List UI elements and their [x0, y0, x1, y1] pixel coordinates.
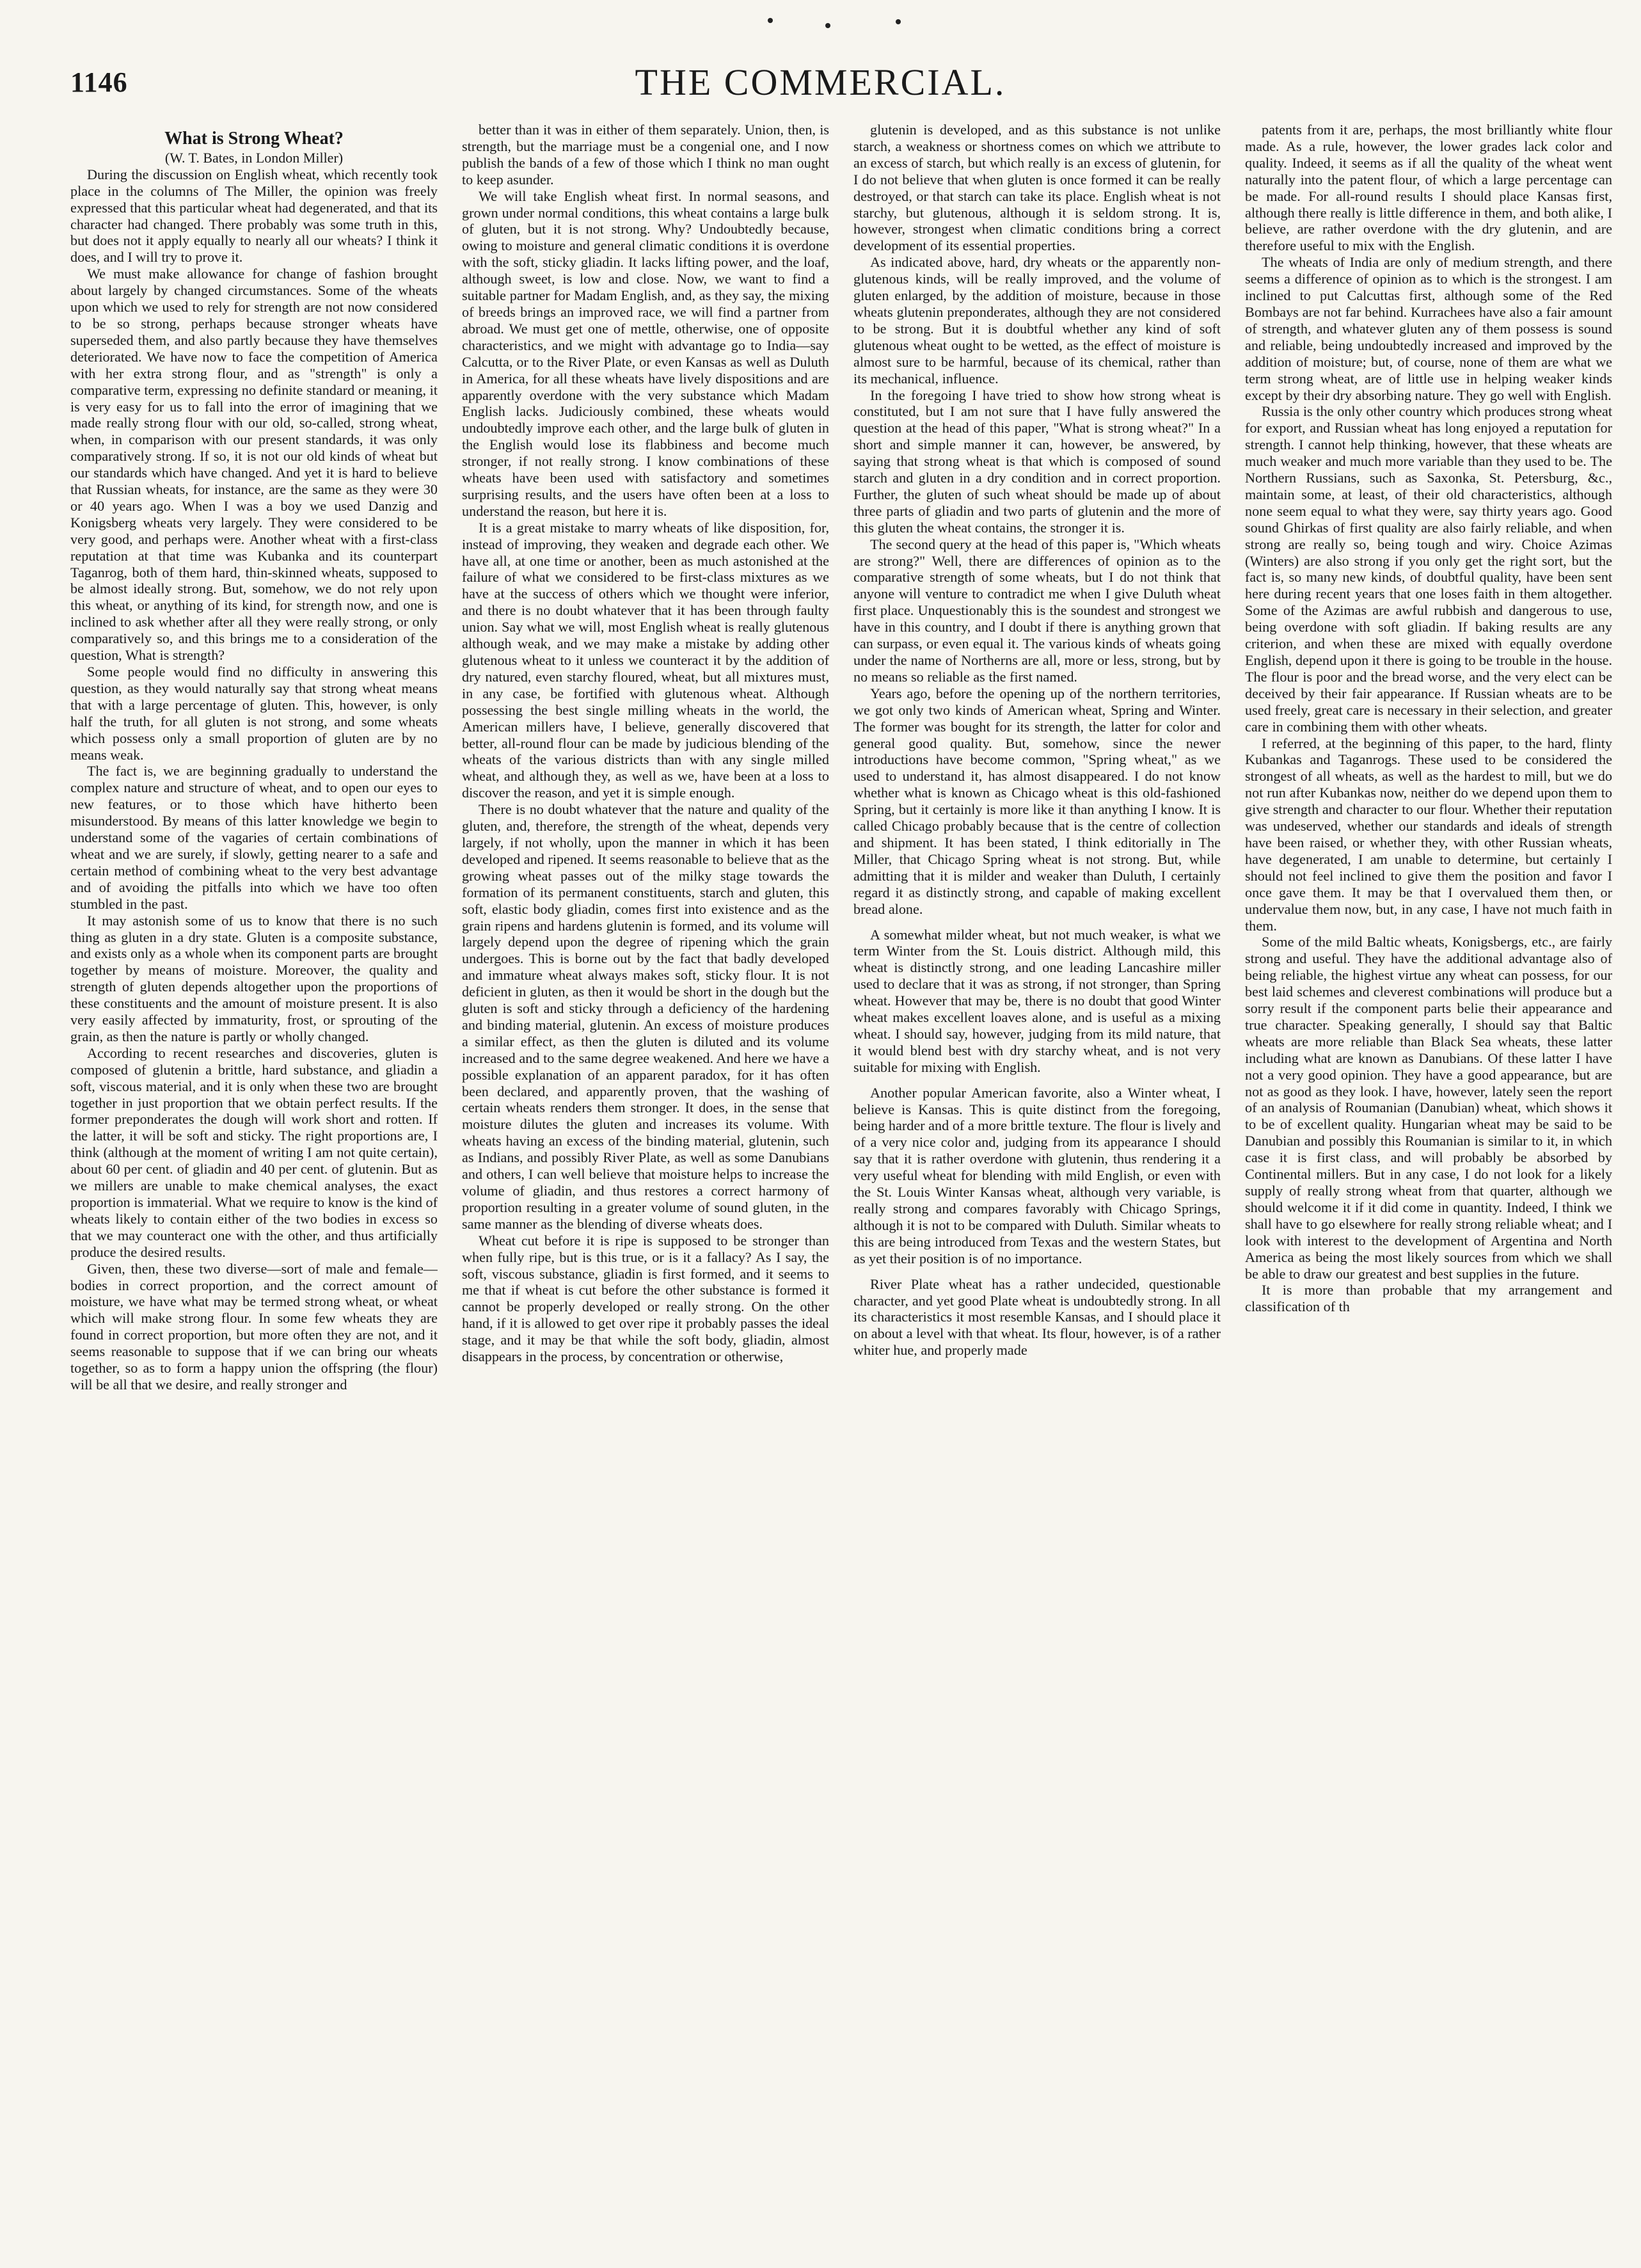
article-columns: [70, 122, 1612, 2240]
ink-speck: [768, 18, 773, 23]
article-paragraph: A somewhat milder wheat, but not much weaker, is what we term Winter from the St. Louis district. Although mild, this wheat is distinctly strong, and one leading Lancashire miller used to declare that it was as strong, if not stronger, than Spring wheat. However that may be, there is no doubt that good Winter wheat makes excellent loaves alone, and is useful as a mixing wheat. I should say, however, judging from its mild nature, that it would blend best with dry starchy wheat, and is not very suitable for mixing with English.: [853, 926, 1221, 1075]
column-3-text: [853, 122, 1221, 1359]
column-1: [70, 122, 438, 2240]
article-paragraph: Russia is the only other country which produces strong wheat for export, and Russian wheat has long enjoyed a reputation for strength. I cannot help thinking, however, that these wheats are much weaker and much more variable than they used to be. The Northern Russians, such as Saxonka, St. Petersburg, &c., maintain some, at least, of their old characteristics, although none seem equal to what they were, say thirty years ago. Good sound Ghirkas of first quality are also fairly reliable, and when strong are really so, being tough and wiry. Choice Azimas (Winters) are also strong if you only get the right sort, but the fact is, so many new kinds, of doubtful quality, have been sent here during recent years that one loses faith in them altogether. Some of the Azimas are awful rubbish and dangerous to use, being overdone with soft gliadin. If baking results are any criterion, and when these are mixed with equally overdone English, depend upon it there is going to be trouble in the house. The flour is poor and the bread worse, and the very elect can be deceived by their fair appearance. If Russian wheats are to be used freely, great care is necessary in their selection, and greater care in combining them with other wheats.: [1245, 403, 1612, 735]
article-paragraph: The second query at the head of this paper is, "Which wheats are strong?" Well, there are differences of opinion as to the comparative strength of some wheats, but I do not think that anyone will venture to contradict me when I give Duluth wheat first place. Unquestionably this is the soundest and strongest we have in this country, and I doubt if there is anything grown that can surpass, or even equal it. The various kinds of wheats going under the name of Northerns are all, more or less, strong, but by no means so reliable as the first named.: [853, 536, 1221, 685]
page-header: [70, 61, 1571, 112]
column-4-text: [1245, 122, 1612, 1315]
article-paragraph: It is a great mistake to marry wheats of like disposition, for, instead of improving, they weaken and degrade each other. We have all, at one time or another, been as much astonished at the failure of what we considered to be first-class mixtures as we have at the success of others which we thought were inferior, and there is no doubt whatever that it has been through faulty union. Say what we will, most English wheat is really glutenous although weak, and we may make a mistake by adding other glutenous wheat to it unless we counteract it by the addition of dry natured, even starchy floured, wheat, but all mixtures must, in any case, be fortified with glutenous wheat. Although possessing the best single milling wheats in the world, the American millers have, I believe, generally discovered that better, all-round flour can be made by judicious blending of the wheats of the various districts than with any single milled wheat, and although they, as well as we, have been at a loss to discover the reason, and yet it is simple enough.: [462, 519, 829, 801]
ink-speck: [825, 23, 830, 28]
article-paragraph: In the foregoing I have tried to show how strong wheat is constituted, but I am not sure that I have fully answered the question at the head of this paper, "What is strong wheat?" In a short and simple manner it can, however, be answered, by saying that strong wheat is that which is composed of sound starch and gluten in a dry condition and in correct proportion. Further, the gluten of such wheat should be made up of about three parts of gliadin and two parts of glutenin and the more of this gluten the wheat contains, the stronger it is.: [853, 387, 1221, 536]
article-paragraph: Another popular American favorite, also a Winter wheat, I believe is Kansas. This is quite distinct from the foregoing, being harder and of a more brittle texture. The flour is lively and of a very nice color and, judging from its appearance I should say that it is rather overdone with glutenin, thus rendering it a very useful wheat for blending with mild English, or even with the St. Louis Winter Kansas wheat, although very variable, is really strong and compares favorably with Chicago Springs, although it is not to be compared with Duluth. Similar wheats to this are being introduced from Texas and the western States, but as yet their position is of no importance.: [853, 1084, 1221, 1266]
print-specks: [0, 13, 1641, 38]
article-paragraph: We must make allowance for change of fashion brought about largely by changed circumstances. Some of the wheats upon which we used to rely for strength are not now considered to be so strong, perhaps because stronger wheats have superseded them, and also partly because they have themselves deteriorated. We have now to face the competition of America with her extra strong flour, and as "strength" is only a comparative term, expressing no definite standard or meaning, it is very easy for us to fall into the error of imagining that we made really strong flour with our old, so-called, strong wheat, when, in comparison with our present standards, it was only comparatively strong. If so, it is not our old kinds of wheat but our standards which have changed. And yet it is hard to believe that Russian wheats, for instance, are the same as they were 30 or 40 years ago. When I was a boy we used Danzig and Konigsberg wheats very largely. They were considered to be very good, and perhaps were. Another wheat with a first-class reputation at that time was Kubanka and its counterpart Taganrog, both of them hard, thin-skinned wheats, supposed to be almost ideally strong. But, somehow, we do not rely upon this wheat, or anything of its kind, for strength now, and one is inclined to ask whether after all they were really strong, or only comparatively so, and this brings me to a consideration of the question, What is strength?: [70, 266, 438, 664]
ink-speck: [896, 19, 901, 24]
article-paragraph: According to recent researches and discoveries, gluten is composed of glutenin a brittle, hard substance, and gliadin a soft, viscous material, and it is only when these two are brought together in just proportion that we obtain perfect results. If the former preponderates the dough will work short and rotten. If the latter, it will be soft and sticky. The right proportions are, I think (although at the moment of writing I am not quite certain), about 60 per cent. of gliadin and 40 per cent. of glutenin. But as we millers are unable to make chemical analyses, the exact proportion is immaterial. What we require to know is the kind of wheats likely to contain either of the two bodies in excess so that we may counteract one with the other, and thus artificially produce the desired results.: [70, 1044, 438, 1260]
article-paragraph: Some people would find no difficulty in answering this question, as they would naturally say that strong wheat means that with a large percentage of gluten. This, however, is only half the truth, for all gluten is not strong, and some wheats which possess only a small proportion of gluten are by no means weak.: [70, 664, 438, 763]
article-paragraph: Some of the mild Baltic wheats, Konigsbergs, etc., are fairly strong and useful. They have the additional advantage also of being reliable, the highest virtue any wheat can possess, for our best laid schemes and cleverest combinations will produce but a sorry result if the component parts belie their appearance and true character. Speaking generally, I should say that Baltic wheats are more reliable than Black Sea wheats, these latter including what are known as Danubians. Of these latter I have not a very good opinion. They have a good appearance, but are not as good as they look. I have, however, lately seen the report of an analysis of Roumanian (Danubian) wheat, which shows it to be of excellent quality. Hungarian wheat may be said to be Danubian and possibly this Roumanian is similar to it, in which case it is first class, and will probably be absorbed by Continental millers. But in any case, I do not look for a likely supply of really strong wheat from that quarter, although we should welcome it if it did come in quantity. Indeed, I think we shall have to go elsewhere for really strong reliable wheat; and I look with interest to the development of Argentina and North America as being the most likely sources from which we shall be able to draw our greatest and best supplies in the future.: [1245, 934, 1612, 1282]
publication-title: THE COMMERCIAL.: [635, 61, 1006, 103]
page-number: 1146: [70, 67, 128, 98]
column-2: [462, 122, 829, 2240]
article-paragraph: River Plate wheat has a rather undecided, questionable character, and yet good Plate wheat is undoubtedly strong. In all its characteristics it most resemble Kansas, and I should place it on about a level with that wheat. Its flour, however, is of a rather whiter hue, and properly made: [853, 1275, 1221, 1359]
column-3: [853, 122, 1221, 2240]
article-paragraph: It is more than probable that my arrangement and classification of th: [1245, 1282, 1612, 1315]
article-title: What is Strong Wheat?: [164, 129, 344, 148]
article-paragraph: It may astonish some of us to know that there is no such thing as gluten in a dry state. Gluten is a composite substance, and exists only as a whole when its component parts are brought together by means of moisture. Moreover, the quality and strength of gluten depends altogether upon the proportions of these constituents and the amount of moisture present. It is also very easily affected by immaturity, frost, or sprouting of the grain, as then the nature is partly or wholly changed.: [70, 912, 438, 1044]
article-paragraph: better than it was in either of them separately. Union, then, is strength, but the marriage must be a congenial one, and I now publish the bands of a few of those which I think no man ought to keep asunder.: [462, 122, 829, 188]
article-paragraph: The fact is, we are beginning gradually to understand the complex nature and structure of wheat, and to open our eyes to new features, or to those which have hitherto been misunderstood. By means of this latter knowledge we begin to understand some of the vagaries of certain combinations of wheat and we are surely, if slowly, getting nearer to a safe and certain method of combining wheat to the very best advantage and of avoiding the pitfalls into which we have too often stumbled in the past.: [70, 763, 438, 912]
article-paragraph: Years ago, before the opening up of the northern territories, we got only two kinds of American wheat, Spring and Winter. The former was bought for its strength, the latter for color and general good quality. But, somehow, since the newer introductions have become common, "Spring wheat," as we used to understand it, has almost disappeared. I do not know whether what is known as Chicago wheat is this old-fashioned Spring, but it certainly is more like it than anything I know. It is called Chicago probably because that is the centre of collection and shipment. It has been stated, I think editorially in The Miller, that Chicago Spring wheat is not strong. But, while admitting that it is milder and weaker than Duluth, I certainly regard it as distinctly strong, and capable of making excellent bread alone.: [853, 685, 1221, 917]
article-paragraph: Wheat cut before it is ripe is supposed to be stronger than when fully ripe, but is this true, or is it a fallacy? As I say, the soft, viscous substance, gliadin is first formed, and it seems to me that if wheat is cut before the other substance is formed it cannot be properly developed or really strong. On the other hand, if it is allowed to get over ripe it probably passes the ideal stage, and it may be that while the soft body, gliadin, almost disappears in the process, by concentration or otherwise,: [462, 1232, 829, 1365]
article-paragraph: We will take English wheat first. In normal seasons, and grown under normal conditions, this wheat contains a large bulk of gluten, but it is not strong. Why? Undoubtedly because, owing to moisture and general climatic conditions it is overdone with the soft, sticky gliadin. It lacks lifting power, and the loaf, although sweet, is low and close. Now, we want to find a suitable partner for Madam English, and, as they say, the mixing of breeds brings an improved race, we will find a partner from abroad. We must get one of mettle, otherwise, one of opposite characteristics, and we might with advantage go to India—say Calcutta, or to the River Plate, or even Kansas as well as Duluth in America, for all these wheats have lively dispositions and are apparently overdone with the very substance which Madam English lacks. Judiciously combined, these wheats would undoubtedly improve each other, and the large bulk of gluten in the English would lose its flabbiness and become much stronger, if not really strong. I know combinations of these wheats have been used with satisfactory and sometimes surprising results, and the users have often been at a loss to understand the reason, but here it is.: [462, 188, 829, 519]
article-paragraph: The wheats of India are only of medium strength, and there seems a difference of opinion as to which is the strongest. I am inclined to put Calcuttas first, although some of the Red Bombays are not far behind. Kurrachees have also a fair amount of strength, and whatever gluten any of them possess is sound and reliable, being undoubtedly increased and improved by the addition of moisture; but, of course, none of them are what we term strong wheat, are of little use in helping weaker kinds except by their dry absorbing nature. They go well with English.: [1245, 254, 1612, 403]
article-byline: (W. T. Bates, in London Miller): [164, 149, 344, 166]
article-paragraph: During the discussion on English wheat, which recently took place in the columns of The Miller, the opinion was freely expressed that this particular wheat had degenerated, and that its character had changed. There probably was some truth in this, but does not it apply equally to nearly all our wheats? I think it does, and I will try to prove it.: [70, 166, 438, 266]
column-4: [1245, 122, 1612, 2240]
article-paragraph: patents from it are, perhaps, the most brilliantly white flour made. As a rule, however, the lower grades lack color and quality. Indeed, it seems as if all the quality of the wheat went naturally into the patent flour, of which a large percentage can be made. For all-round results I should place Kansas first, although there really is little difference in them, and both alike, I believe, are rather overdone with the dry glutenin, and are therefore useful to mix with the English.: [1245, 122, 1612, 254]
article-paragraph: Given, then, these two diverse—sort of male and female—bodies in correct proportion, and the correct amount of moisture, we have what may be termed strong wheat, or wheat which will make strong flour. In some few wheats they are found in correct proportion, but more often they are not, and it seems reasonable to suppose that if we can bring our wheats together, so as to form a happy union the offspring (the flour) will be all that we desire, and really stronger and: [70, 1260, 438, 1393]
article-paragraph: glutenin is developed, and as this substance is not unlike starch, a weakness or shortness comes on which we attribute to an excess of starch, but which really is an excess of glutenin, for I do not believe that when gluten is once formed it can be really destroyed, or that starch can take its place. English wheat is not starchy, but glutenous, although it is seldom strong. It is, however, strongest when climatic conditions bring a correct development of its essential properties.: [853, 122, 1221, 254]
column-1-text: [70, 166, 438, 1393]
column-2-text: [462, 122, 829, 1365]
article-paragraph: As indicated above, hard, dry wheats or the apparently non-glutenous kinds, will be really improved, and the volume of gluten enlarged, by the addition of moisture, because in those wheats glutenin preponderates, although they are not considered to be strong. But it is doubtful whether any kind of soft glutenous wheat ought to be wetted, as the effect of moisture is almost sure to be harmful, because of its chemical, rather than its mechanical, influence.: [853, 254, 1221, 387]
article-paragraph: There is no doubt whatever that the nature and quality of the gluten, and, therefore, the strength of the wheat, depends very largely, if not wholly, upon the manner in which it has been developed and ripened. It seems reasonable to believe that as the growing wheat passes out of the milky stage towards the formation of its permanent constituents, starch and gluten, this soft, elastic body gliadin, comes first into existence and as the grain ripens and hardens glutenin is formed, and its volume will largely depend upon the degree of ripening which the grain undergoes. This is borne out by the fact that badly developed and immature wheat always makes soft, sticky flour. It is not deficient in gluten, as then it would be short in the dough but the gluten is soft and sticky through a deficiency of the hardening and binding material, glutenin. An excess of moisture produces a similar effect, as then the gluten is diluted and its volume increased and to the same degree weakened. And here we have a possible explanation of an apparent paradox, for it has often been declared, and apparently proven, that the washing of certain wheats renders them stronger. It does, in the sense that moisture dilutes the gluten and increases its volume. With wheats having an excess of the binding material, glutenin, such as Indians, and possibly River Plate, as well as some Danubians and others, I can well believe that moisture helps to increase the volume of gliadin, and thus restores a correct harmony of proportion resulting in a greater volume of sound gluten, in the same manner as the blending of diverse wheats does.: [462, 801, 829, 1232]
article-paragraph: I referred, at the beginning of this paper, to the hard, flinty Kubankas and Taganrogs. These used to be considered the strongest of all wheats, as well as the hardest to mill, but we do not run after Kubankas now, neither do we depend upon them to give strength and character to our flour. Whether their reputation was undeserved, whether our standards and ideals of strength have been raised, or whether they, with other Russian wheats, have degenerated, I am unable to determine, but certainly I should not feel inclined to give them the position and favor I once gave them. It may be that I overvalued them then, or undervalue them now, but, in any case, I have not much faith in them.: [1245, 735, 1612, 934]
